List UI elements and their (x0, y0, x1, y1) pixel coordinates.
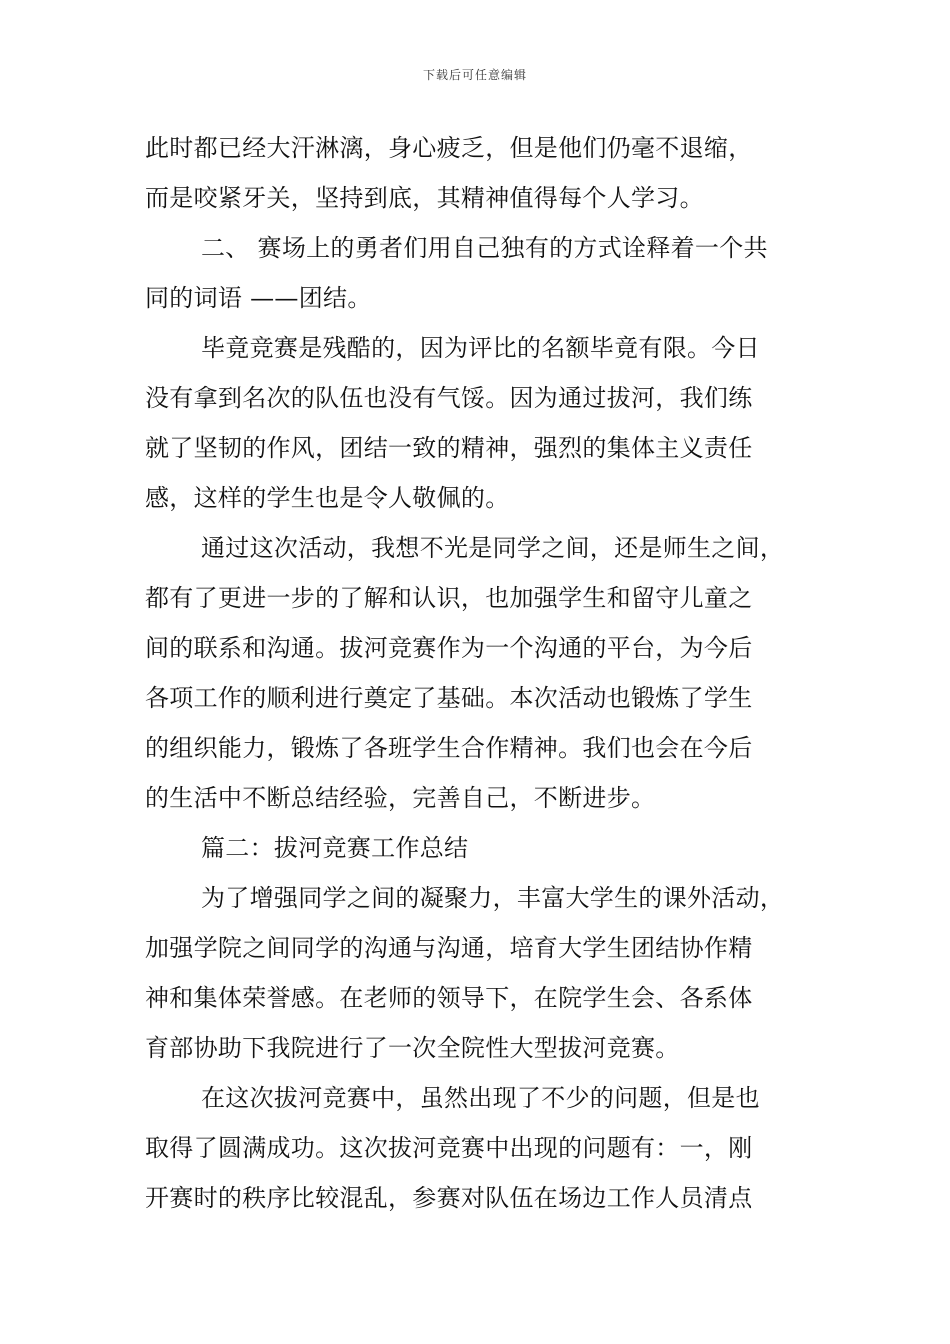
text-line: 在这次拔河竞赛中，虽然出现了不少的问题，但是也 (201, 1084, 760, 1112)
text-line: 取得了圆满成功。这次拔河竞赛中出现的问题有：一，刚 (145, 1134, 753, 1162)
text-line: 为了增强同学之间的凝聚力，丰富大学生的课外活动， (201, 884, 785, 912)
text-line: 毕竟竞赛是残酷的，因为评比的名额毕竟有限。今日 (201, 334, 760, 362)
text-line: 篇二：拔河竞赛工作总结 (201, 834, 469, 862)
text-line: 各项工作的顺利进行奠定了基础。本次活动也锻炼了学生 (145, 684, 753, 712)
text-line: 的生活中不断总结经验，完善自己，不断进步。 (145, 784, 656, 812)
text-line: 的组织能力，锻炼了各班学生合作精神。我们也会在今后 (145, 734, 753, 762)
document-body (145, 123, 825, 1223)
text-line: 育部协助下我院进行了一次全院性大型拔河竞赛。 (145, 1034, 680, 1062)
text-line: 此时都已经大汗淋漓，身心疲乏，但是他们仍毫不退缩， (145, 134, 753, 162)
text-line: 都有了更进一步的了解和认识，也加强学生和留守儿童之 (145, 584, 753, 612)
text-line: 间的联系和沟通。拔河竞赛作为一个沟通的平台，为今后 (145, 634, 753, 662)
text-line: 感，这样的学生也是令人敬佩的。 (145, 484, 510, 512)
text-line: 同的词语 ——团结。 (145, 284, 372, 312)
text-line: 二、 赛场上的勇者们用自己独有的方式诠释着一个共 (201, 234, 768, 262)
text-line: 没有拿到名次的队伍也没有气馁。因为通过拔河，我们练 (145, 384, 753, 412)
text-line: 神和集体荣誉感。在老师的领导下，在院学生会、各系体 (145, 984, 753, 1012)
text-line: 就了坚韧的作风，团结一致的精神，强烈的集体主义责任 (145, 434, 753, 462)
text-line: 而是咬紧牙关，坚持到底，其精神值得每个人学习。 (145, 184, 704, 212)
page-header: 下载后可任意编辑 (422, 68, 527, 82)
text-line: 加强学院之间同学的沟通与沟通，培育大学生团结协作精 (145, 934, 753, 962)
text-line: 通过这次活动，我想不光是同学之间，还是师生之间， (201, 534, 785, 562)
text-line: 开赛时的秩序比较混乱，参赛对队伍在场边工作人员清点 (145, 1184, 753, 1212)
